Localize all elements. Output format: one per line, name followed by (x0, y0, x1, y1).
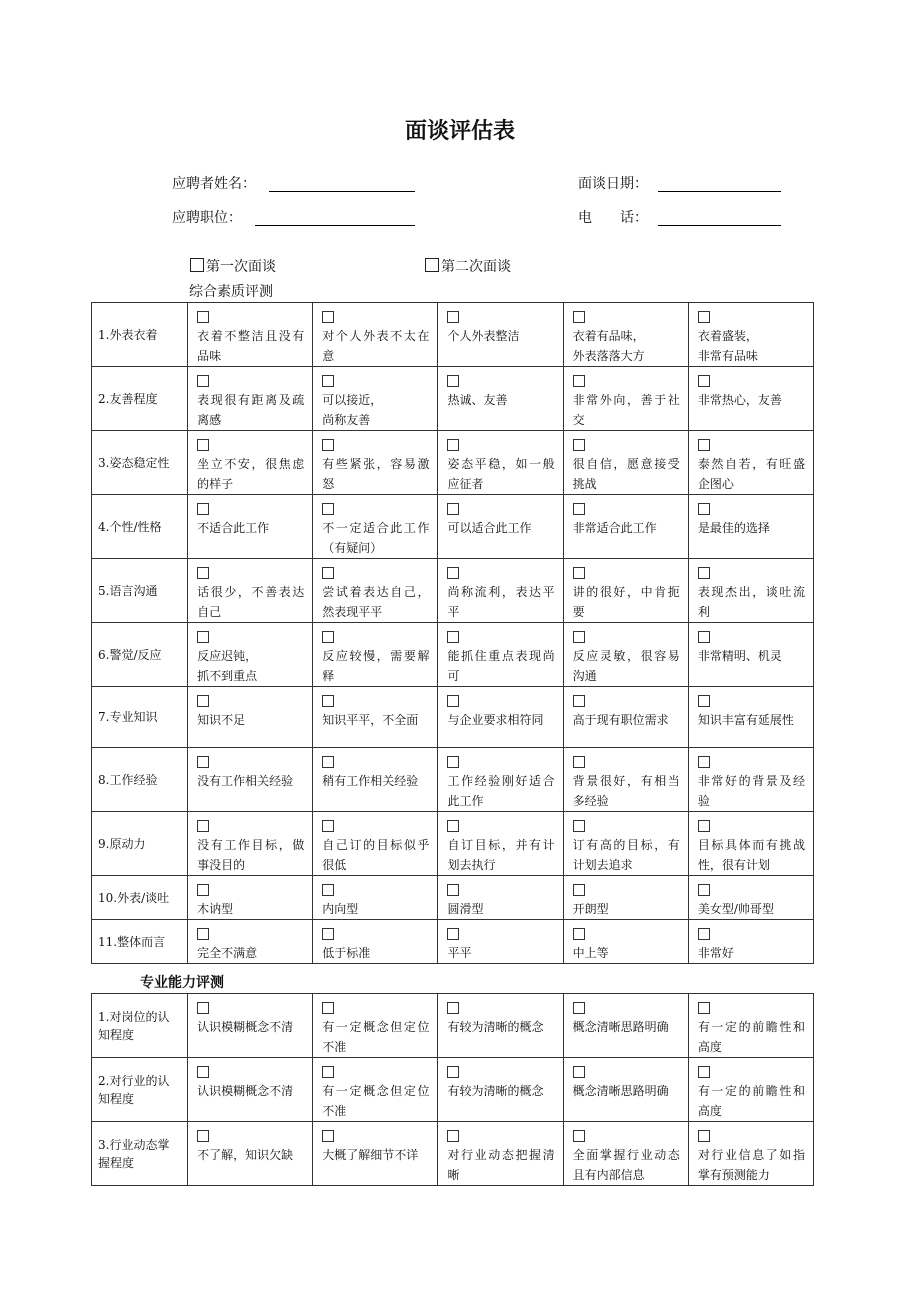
checkbox-icon[interactable] (698, 928, 710, 940)
checkbox-icon[interactable] (447, 439, 459, 451)
checkbox-icon[interactable] (447, 375, 459, 387)
general-quality-table (91, 302, 814, 964)
rating-option-text: 非常热心，友善 (697, 393, 782, 407)
rating-option-text: 知识丰富有延展性 (697, 713, 794, 727)
rating-option[interactable] (563, 367, 688, 431)
rating-option-text: 与企业要求相符同 (447, 713, 544, 727)
rating-option[interactable] (188, 431, 313, 495)
checkbox-icon[interactable] (322, 756, 334, 768)
rating-option-text: 没有工作目标，做事没目的 (197, 838, 305, 872)
criterion-label: 7.专业知识 (92, 687, 188, 748)
rating-option[interactable] (188, 994, 313, 1058)
rating-option[interactable] (188, 495, 313, 559)
rating-option-text: 讲的很好，中肯扼要 (572, 585, 680, 619)
rating-option-text: 对个人外表不太在意 (322, 329, 430, 363)
rating-option[interactable] (313, 687, 438, 748)
checkbox-icon[interactable] (698, 375, 710, 387)
checkbox-icon[interactable] (425, 258, 439, 272)
rating-option[interactable] (438, 1122, 563, 1186)
rating-option-text: 能抓住重点表现尚可 (447, 649, 555, 683)
checkbox-icon[interactable] (322, 375, 334, 387)
checkbox-icon[interactable] (197, 375, 209, 387)
rating-option[interactable] (563, 920, 688, 964)
table-row (92, 1122, 814, 1186)
checkbox-icon[interactable] (322, 503, 334, 515)
rating-option-text: 有一定概念但定位不准 (322, 1020, 430, 1054)
checkbox-icon[interactable] (322, 1130, 334, 1142)
first-interview-option[interactable]: 第一次面谈 (190, 258, 276, 276)
rating-option-text: 很自信，愿意接受挑战 (572, 457, 680, 491)
rating-option-text: 圆滑型 (447, 902, 484, 916)
rating-option-text: 表现很有距离及疏离感 (197, 393, 305, 427)
checkbox-icon[interactable] (573, 375, 585, 387)
criterion-label: 3.姿态稳定性 (92, 431, 188, 495)
checkbox-icon[interactable] (322, 439, 334, 451)
rating-option-text: 有一定的前瞻性和高度 (697, 1084, 805, 1118)
rating-option-text: 开朗型 (572, 902, 609, 916)
rating-option[interactable] (438, 994, 563, 1058)
rating-option-text: 个人外表整洁 (447, 329, 520, 343)
rating-option[interactable] (188, 1058, 313, 1122)
table-row (92, 367, 814, 431)
table-row (92, 495, 814, 559)
rating-option[interactable] (313, 994, 438, 1058)
rating-option-text: 概念清晰思路明确 (572, 1084, 669, 1098)
rating-option[interactable] (188, 748, 313, 812)
rating-option[interactable] (688, 431, 813, 495)
rating-option-text: 不适合此工作 (197, 521, 270, 535)
rating-option-text: 认识模糊概念不清 (197, 1084, 294, 1098)
rating-option[interactable] (563, 431, 688, 495)
rating-option[interactable] (688, 812, 813, 876)
position-label: 应聘职位： (172, 210, 242, 226)
checkbox-icon[interactable] (698, 884, 710, 896)
checkbox-icon[interactable] (698, 439, 710, 451)
rating-option[interactable] (313, 920, 438, 964)
rating-option-text: 衣着不整洁且没有品味 (197, 329, 305, 363)
checkbox-icon[interactable] (447, 756, 459, 768)
rating-option[interactable] (188, 687, 313, 748)
checkbox-icon[interactable] (197, 439, 209, 451)
rating-option[interactable] (563, 1058, 688, 1122)
checkbox-icon[interactable] (573, 820, 585, 832)
table-row (92, 748, 814, 812)
rating-option-text: 不了解，知识欠缺 (197, 1148, 294, 1162)
rating-option-text: 有一定的前瞻性和高度 (697, 1020, 805, 1054)
rating-option-text: 高于现有职位需求 (572, 713, 669, 727)
table-row (92, 623, 814, 687)
table-row (92, 812, 814, 876)
criterion-label: 5.语言沟通 (92, 559, 188, 623)
rating-option-text: 非常精明、机灵 (697, 649, 782, 663)
table-row (92, 559, 814, 623)
position-field[interactable] (255, 225, 415, 226)
rating-option[interactable] (563, 303, 688, 367)
rating-option[interactable] (688, 748, 813, 812)
rating-option[interactable] (688, 920, 813, 964)
checkbox-icon[interactable] (322, 567, 334, 579)
rating-option[interactable] (688, 876, 813, 920)
rating-option[interactable] (188, 812, 313, 876)
checkbox-icon[interactable] (197, 311, 209, 323)
checkbox-icon[interactable] (197, 820, 209, 832)
rating-option-text: 全面掌握行业动态且有内部信息 (572, 1148, 680, 1182)
rating-option-text: 不一定适合此工作 （有疑问） (322, 521, 442, 555)
rating-option[interactable] (313, 495, 442, 559)
checkbox-icon[interactable] (447, 928, 459, 940)
section-title-general: 综合素质评测 (189, 284, 273, 300)
checkbox-icon[interactable] (322, 695, 334, 707)
rating-option[interactable] (313, 748, 438, 812)
checkbox-icon[interactable] (447, 311, 459, 323)
criterion-label: 1.对岗位的认知程度 (92, 994, 188, 1058)
checkbox-icon[interactable] (698, 1066, 710, 1078)
rating-option[interactable] (563, 687, 688, 748)
checkbox-icon[interactable] (322, 1002, 334, 1014)
interview-date-label: 面谈日期： (578, 176, 648, 192)
rating-option-text: 工作经验刚好适合此工作 (447, 774, 555, 808)
rating-option[interactable] (688, 367, 813, 431)
checkbox-icon[interactable] (322, 820, 334, 832)
rating-option-text: 泰然自若，有旺盛企图心 (697, 457, 805, 491)
rating-option[interactable] (313, 559, 438, 623)
table-row (92, 876, 814, 920)
rating-option[interactable] (188, 559, 313, 623)
rating-option[interactable] (688, 687, 813, 748)
rating-option-text: 有较为清晰的概念 (447, 1084, 544, 1098)
rating-option-text: 知识平平，不全面 (322, 713, 419, 727)
rating-option[interactable] (438, 748, 563, 812)
checkbox-icon[interactable] (197, 928, 209, 940)
checkbox-icon[interactable] (197, 631, 209, 643)
rating-option[interactable] (188, 367, 313, 431)
checkbox-icon[interactable] (698, 631, 710, 643)
rating-option[interactable] (563, 559, 688, 623)
phone-label: 电 话： (578, 210, 648, 226)
rating-option-text: 是最佳的选择 (697, 521, 770, 535)
applicant-name-field[interactable] (269, 191, 415, 192)
rating-option[interactable] (438, 920, 563, 964)
checkbox-icon[interactable] (698, 503, 710, 515)
section-title-professional: 专业能力评测 (140, 975, 224, 991)
rating-option[interactable] (563, 748, 688, 812)
checkbox-icon[interactable] (573, 1066, 585, 1078)
criterion-label: 2.对行业的认知程度 (92, 1058, 188, 1122)
rating-option[interactable] (438, 559, 563, 623)
checkbox-icon[interactable] (197, 1066, 209, 1078)
rating-option[interactable] (563, 994, 688, 1058)
rating-option[interactable] (688, 303, 813, 367)
checkbox-icon[interactable] (573, 884, 585, 896)
rating-option[interactable] (688, 994, 813, 1058)
rating-option-text: 尝试着表达自己，然表现平平 (322, 585, 430, 619)
rating-option-text: 姿态平稳，如一般应征者 (447, 457, 555, 491)
criterion-label: 8.工作经验 (92, 748, 188, 812)
rating-option-text: 有些紧张，容易激怒 (322, 457, 430, 491)
rating-option[interactable] (688, 1058, 813, 1122)
rating-option[interactable] (438, 431, 563, 495)
table-row (92, 687, 814, 748)
checkbox-icon[interactable] (197, 756, 209, 768)
checkbox-icon[interactable] (573, 1130, 585, 1142)
applicant-name-label: 应聘者姓名： (172, 176, 256, 192)
rating-option[interactable] (313, 812, 438, 876)
rating-option-text: 低于标准 (322, 946, 371, 960)
rating-option[interactable] (313, 367, 438, 431)
rating-option[interactable] (188, 1122, 313, 1186)
rating-option-text: 话很少，不善表达自己 (197, 585, 305, 619)
checkbox-icon[interactable] (698, 311, 710, 323)
page-title: 面谈评估表 (404, 119, 515, 144)
rating-option[interactable] (188, 623, 313, 687)
rating-option[interactable] (313, 431, 438, 495)
criterion-label: 6.警觉/反应 (92, 623, 188, 687)
rating-option-text: 坐立不安，很焦虑的样子 (197, 457, 305, 491)
checkbox-icon[interactable] (698, 820, 710, 832)
rating-option-text: 平平 (447, 946, 472, 960)
checkbox-icon[interactable] (197, 695, 209, 707)
rating-option-text: 衣着有品味， 外表落落大方 (572, 329, 645, 363)
checkbox-icon[interactable] (573, 439, 585, 451)
rating-option[interactable] (313, 303, 438, 367)
criterion-label: 1.外表衣着 (92, 303, 188, 367)
criterion-label: 9.原动力 (92, 812, 188, 876)
rating-option-text: 没有工作相关经验 (197, 774, 294, 788)
rating-option[interactable] (563, 876, 688, 920)
table-row (92, 303, 814, 367)
rating-option[interactable] (313, 1058, 438, 1122)
rating-option[interactable] (313, 876, 438, 920)
rating-option[interactable] (188, 303, 313, 367)
rating-option-text: 自己订的目标似乎很低 (322, 838, 430, 872)
rating-option-text: 有一定概念但定位不准 (322, 1084, 430, 1118)
rating-option-text: 尚称流利，表达平平 (447, 585, 555, 619)
rating-option[interactable] (438, 812, 563, 876)
checkbox-icon[interactable] (197, 1130, 209, 1142)
rating-option-text: 对行业动态把握清晰 (447, 1148, 555, 1182)
table-row (92, 920, 814, 964)
rating-option-text: 热诚、友善 (447, 393, 508, 407)
checkbox-icon[interactable] (197, 567, 209, 579)
rating-option-text: 自订目标，并有计划去执行 (447, 838, 555, 872)
checkbox-icon[interactable] (573, 567, 585, 579)
interview-date-field[interactable] (658, 191, 781, 192)
checkbox-icon[interactable] (322, 631, 334, 643)
checkbox-icon[interactable] (573, 311, 585, 323)
rating-option[interactable] (563, 495, 688, 559)
checkbox-icon[interactable] (573, 928, 585, 940)
checkbox-icon[interactable] (573, 631, 585, 643)
checkbox-icon[interactable] (698, 756, 710, 768)
rating-option[interactable] (438, 303, 563, 367)
checkbox-icon[interactable] (322, 884, 334, 896)
rating-option-text: 目标具体而有挑战性，很有计划 (697, 838, 805, 872)
phone-field[interactable] (658, 225, 781, 226)
rating-option-text: 中上等 (572, 946, 609, 960)
professional-ability-table (91, 993, 814, 1186)
rating-option[interactable] (688, 559, 813, 623)
second-interview-option[interactable]: 第二次面谈 (425, 258, 511, 276)
rating-option-text: 非常好 (697, 946, 734, 960)
checkbox-icon[interactable] (573, 756, 585, 768)
criterion-label: 2.友善程度 (92, 367, 188, 431)
criterion-label: 11.整体而言 (92, 920, 188, 964)
rating-option-text: 认识模糊概念不清 (197, 1020, 294, 1034)
criterion-label: 4.个性/性格 (92, 495, 188, 559)
checkbox-icon[interactable] (573, 503, 585, 515)
rating-option-text: 订有高的目标，有计划去追求 (572, 838, 680, 872)
rating-option[interactable] (688, 623, 813, 687)
rating-option-text: 反应迟钝， 抓不到重点 (197, 649, 258, 683)
rating-option[interactable] (188, 876, 313, 920)
checkbox-icon[interactable] (447, 695, 459, 707)
rating-option-text: 反应较慢，需要解释 (322, 649, 430, 683)
criterion-label: 3.行业动态掌握程度 (92, 1122, 188, 1186)
checkbox-icon[interactable] (447, 1130, 459, 1142)
checkbox-icon[interactable] (698, 567, 710, 579)
table-row (92, 431, 814, 495)
rating-option-text: 美女型/帅哥型 (697, 902, 774, 916)
rating-option[interactable] (313, 623, 438, 687)
checkbox-icon[interactable] (322, 311, 334, 323)
rating-option[interactable] (438, 687, 563, 748)
checkbox-icon[interactable] (447, 884, 459, 896)
rating-option[interactable] (688, 495, 813, 559)
rating-option-text: 有较为清晰的概念 (447, 1020, 544, 1034)
rating-option-text: 木讷型 (197, 902, 234, 916)
rating-option-text: 反应灵敏，很容易沟通 (572, 649, 680, 683)
criterion-label: 10.外表/谈吐 (92, 876, 188, 920)
checkbox-icon[interactable] (197, 503, 209, 515)
rating-option-text: 概念清晰思路明确 (572, 1020, 669, 1034)
checkbox-icon[interactable] (197, 884, 209, 896)
checkbox-icon[interactable] (447, 1066, 459, 1078)
rating-option-text: 非常好的背景及经验 (697, 774, 805, 808)
checkbox-icon[interactable] (447, 820, 459, 832)
rating-option[interactable] (438, 623, 563, 687)
rating-option-text: 知识不足 (197, 713, 246, 727)
checkbox-icon[interactable] (698, 1130, 710, 1142)
rating-option-text: 非常适合此工作 (572, 521, 657, 535)
checkbox-icon[interactable] (447, 631, 459, 643)
checkbox-icon[interactable] (197, 1002, 209, 1014)
checkbox-icon[interactable] (447, 1002, 459, 1014)
rating-option[interactable] (438, 367, 563, 431)
table-row (92, 1058, 814, 1122)
rating-option[interactable] (188, 920, 313, 964)
rating-option-text: 内向型 (322, 902, 359, 916)
rating-option-text: 大概了解细节不详 (322, 1148, 419, 1162)
table-row (92, 994, 814, 1058)
checkbox-icon[interactable] (190, 258, 204, 272)
rating-option-text: 非常外向，善于社交 (572, 393, 680, 427)
rating-option[interactable] (688, 1122, 813, 1186)
rating-option-text: 背景很好，有相当多经验 (572, 774, 680, 808)
rating-option-text: 可以适合此工作 (447, 521, 532, 535)
rating-option[interactable] (438, 876, 563, 920)
rating-option[interactable] (563, 623, 688, 687)
rating-option-text: 衣着盛装， 非常有品味 (697, 329, 758, 363)
rating-option[interactable] (313, 1122, 438, 1186)
checkbox-icon[interactable] (573, 1002, 585, 1014)
rating-option-text: 对行业信息了如指掌有预测能力 (697, 1148, 805, 1182)
rating-option[interactable] (438, 1058, 563, 1122)
checkbox-icon[interactable] (698, 1002, 710, 1014)
rating-option-text: 完全不满意 (197, 946, 258, 960)
rating-option-text: 表现杰出，谈吐流利 (697, 585, 805, 619)
checkbox-icon[interactable] (698, 695, 710, 707)
rating-option-text: 可以接近， 尚称友善 (322, 393, 383, 427)
checkbox-icon[interactable] (322, 1066, 334, 1078)
checkbox-icon[interactable] (573, 695, 585, 707)
rating-option[interactable] (563, 1122, 688, 1186)
rating-option[interactable] (438, 495, 563, 559)
checkbox-icon[interactable] (447, 503, 459, 515)
rating-option-text: 稍有工作相关经验 (322, 774, 419, 788)
checkbox-icon[interactable] (447, 567, 459, 579)
checkbox-icon[interactable] (322, 928, 334, 940)
rating-option[interactable] (563, 812, 688, 876)
